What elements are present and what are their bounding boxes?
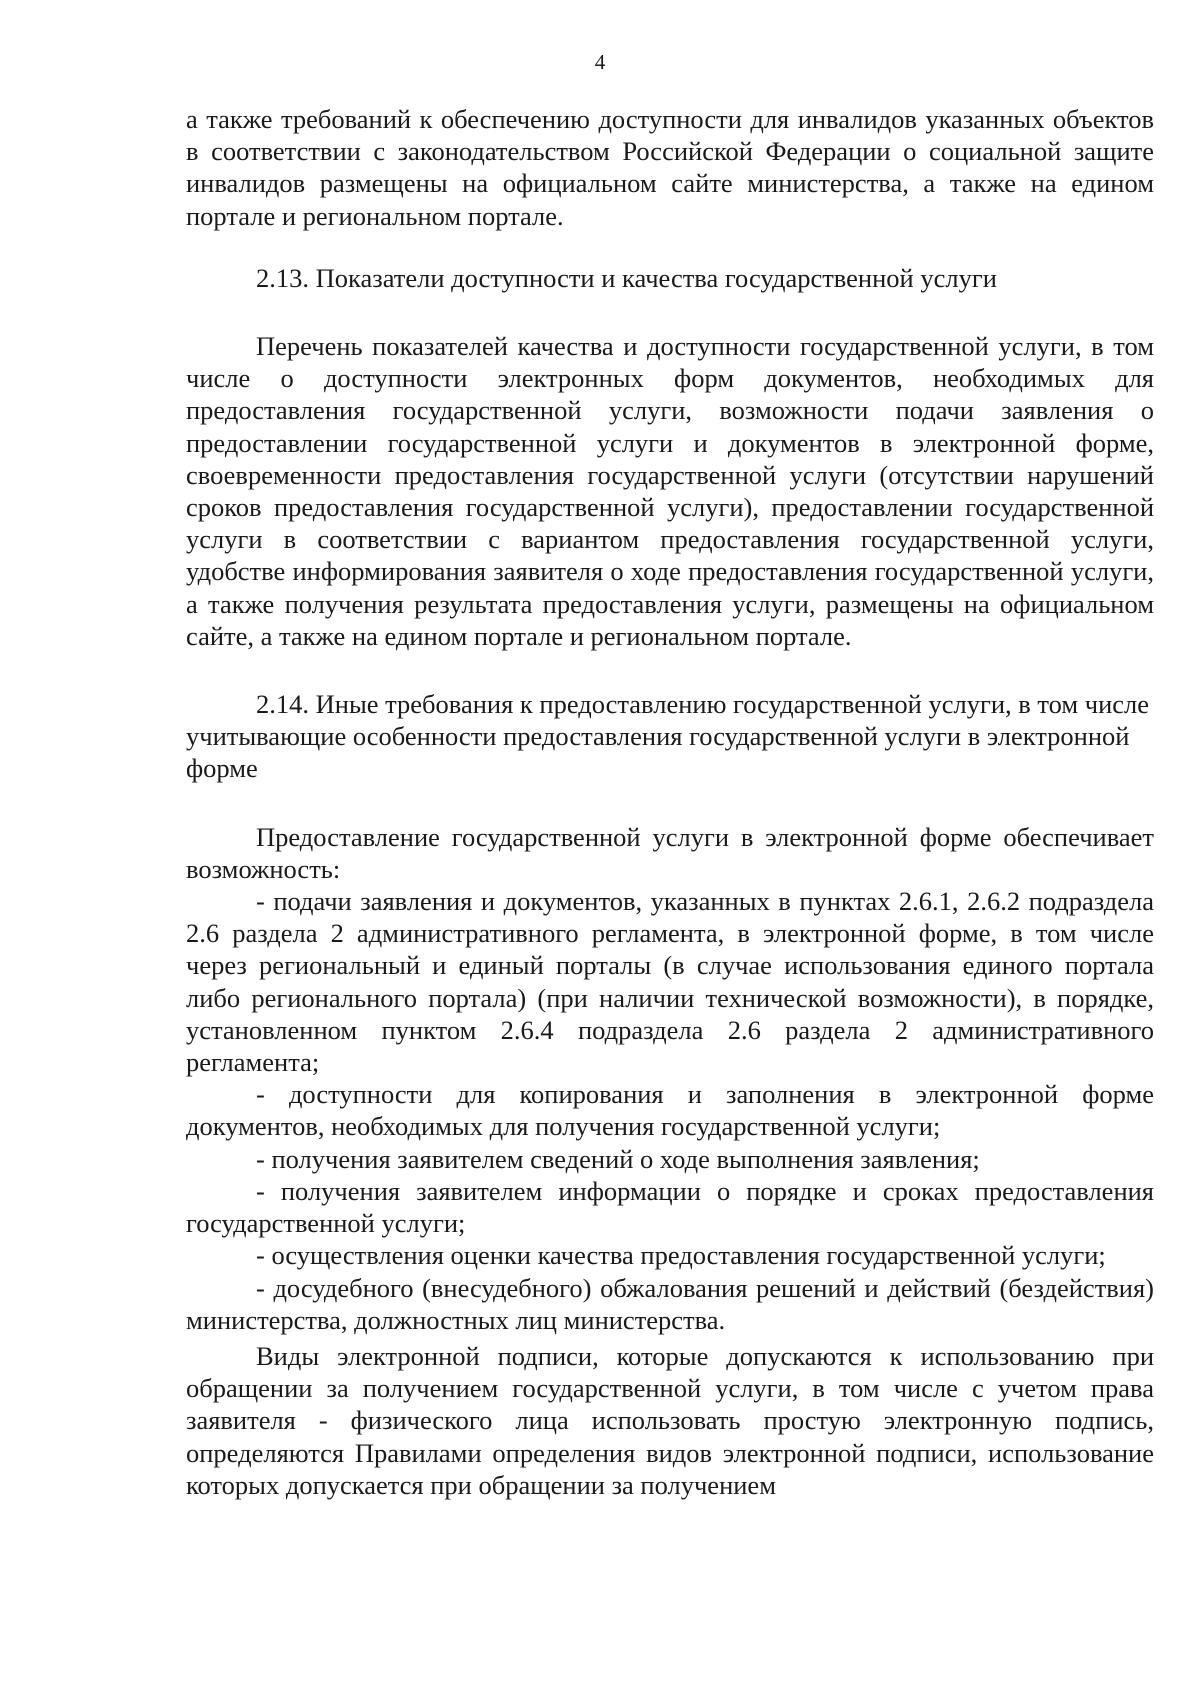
section-heading-2-13: 2.13. Показатели доступности и качества государственной услуги (256, 262, 997, 293)
section-heading-2-14: 2.14. Иные требования к предоставлению государственной услуги, в том числе учитывающие особенности предоставления государственной услуги в электронной форме (186, 689, 1150, 784)
document-body (186, 103, 1154, 1501)
list-item-progress-info: - получения заявителем сведений о ходе выполнения заявления; (256, 1143, 980, 1174)
paragraph-electronic-form-intro: Предоставление государственной услуги в электронной форме обеспечивает возможность: (186, 821, 1154, 884)
page-number: 4 (594, 50, 606, 74)
list-item-submission: - подачи заявления и документов, указанных в пунктах 2.6.1, 2.6.2 подраздела 2.6 раздела 2 административного регламента, в электронной форме, в том числе через региональный и единый порталы (в случае использования единого портала либо регионального портала) (при наличии технической возможности), в порядке, установленном пунктом 2.6.4 подраздела 2.6 раздела 2 административного регламента; (186, 886, 1154, 1078)
list-item-quality-assessment: - осуществления оценки качества предоставления государственной услуги; (256, 1240, 1106, 1271)
list-item-copying: - доступности для копирования и заполнения в электронной форме документов, необходимых для получения государственной услуги; (186, 1079, 1154, 1142)
list-item-appeal: - досудебного (внесудебного) обжалования решений и действий (бездействия) министерства, должностных лиц министерства. (186, 1272, 1154, 1335)
paragraph-electronic-signature: Виды электронной подписи, которые допускаются к использованию при обращении за получением государственной услуги, в том числе с учетом права заявителя - физического лица использовать простую электронную подпись, определяются Правилами определения видов электронной подписи, использование которых допускается при обращении за получением (186, 1340, 1154, 1500)
paragraph-accessibility-continuation: а также требований к обеспечению доступности для инвалидов указанных объектов в соответствии с законодательством Российской Федерации о социальной защите инвалидов размещены на официальном сайте министерства, а также на едином портале и региональном портале. (186, 104, 1154, 231)
paragraph-quality-indicators: Перечень показателей качества и доступности государственной услуги, в том числе о доступности электронных форм документов, необходимых для предоставления государственной услуги, возможности подачи заявления о предоставлении государственной услуги и документов в электронной форме, своевременности предоставления государственной услуги (отсутствии нарушений сроков предоставления государственной услуги), предоставлении государственной услуги в соответствии с вариантом предоставления государственной услуги, удобстве информирования заявителя о ходе предоставления государственной услуги, а также получения результата предоставления услуги, размещены на официальном сайте, а также на едином портале и региональном портале. (186, 331, 1154, 651)
list-item-procedure-info: - получения заявителем информации о порядке и сроках предоставления государственной услуги; (186, 1175, 1154, 1239)
